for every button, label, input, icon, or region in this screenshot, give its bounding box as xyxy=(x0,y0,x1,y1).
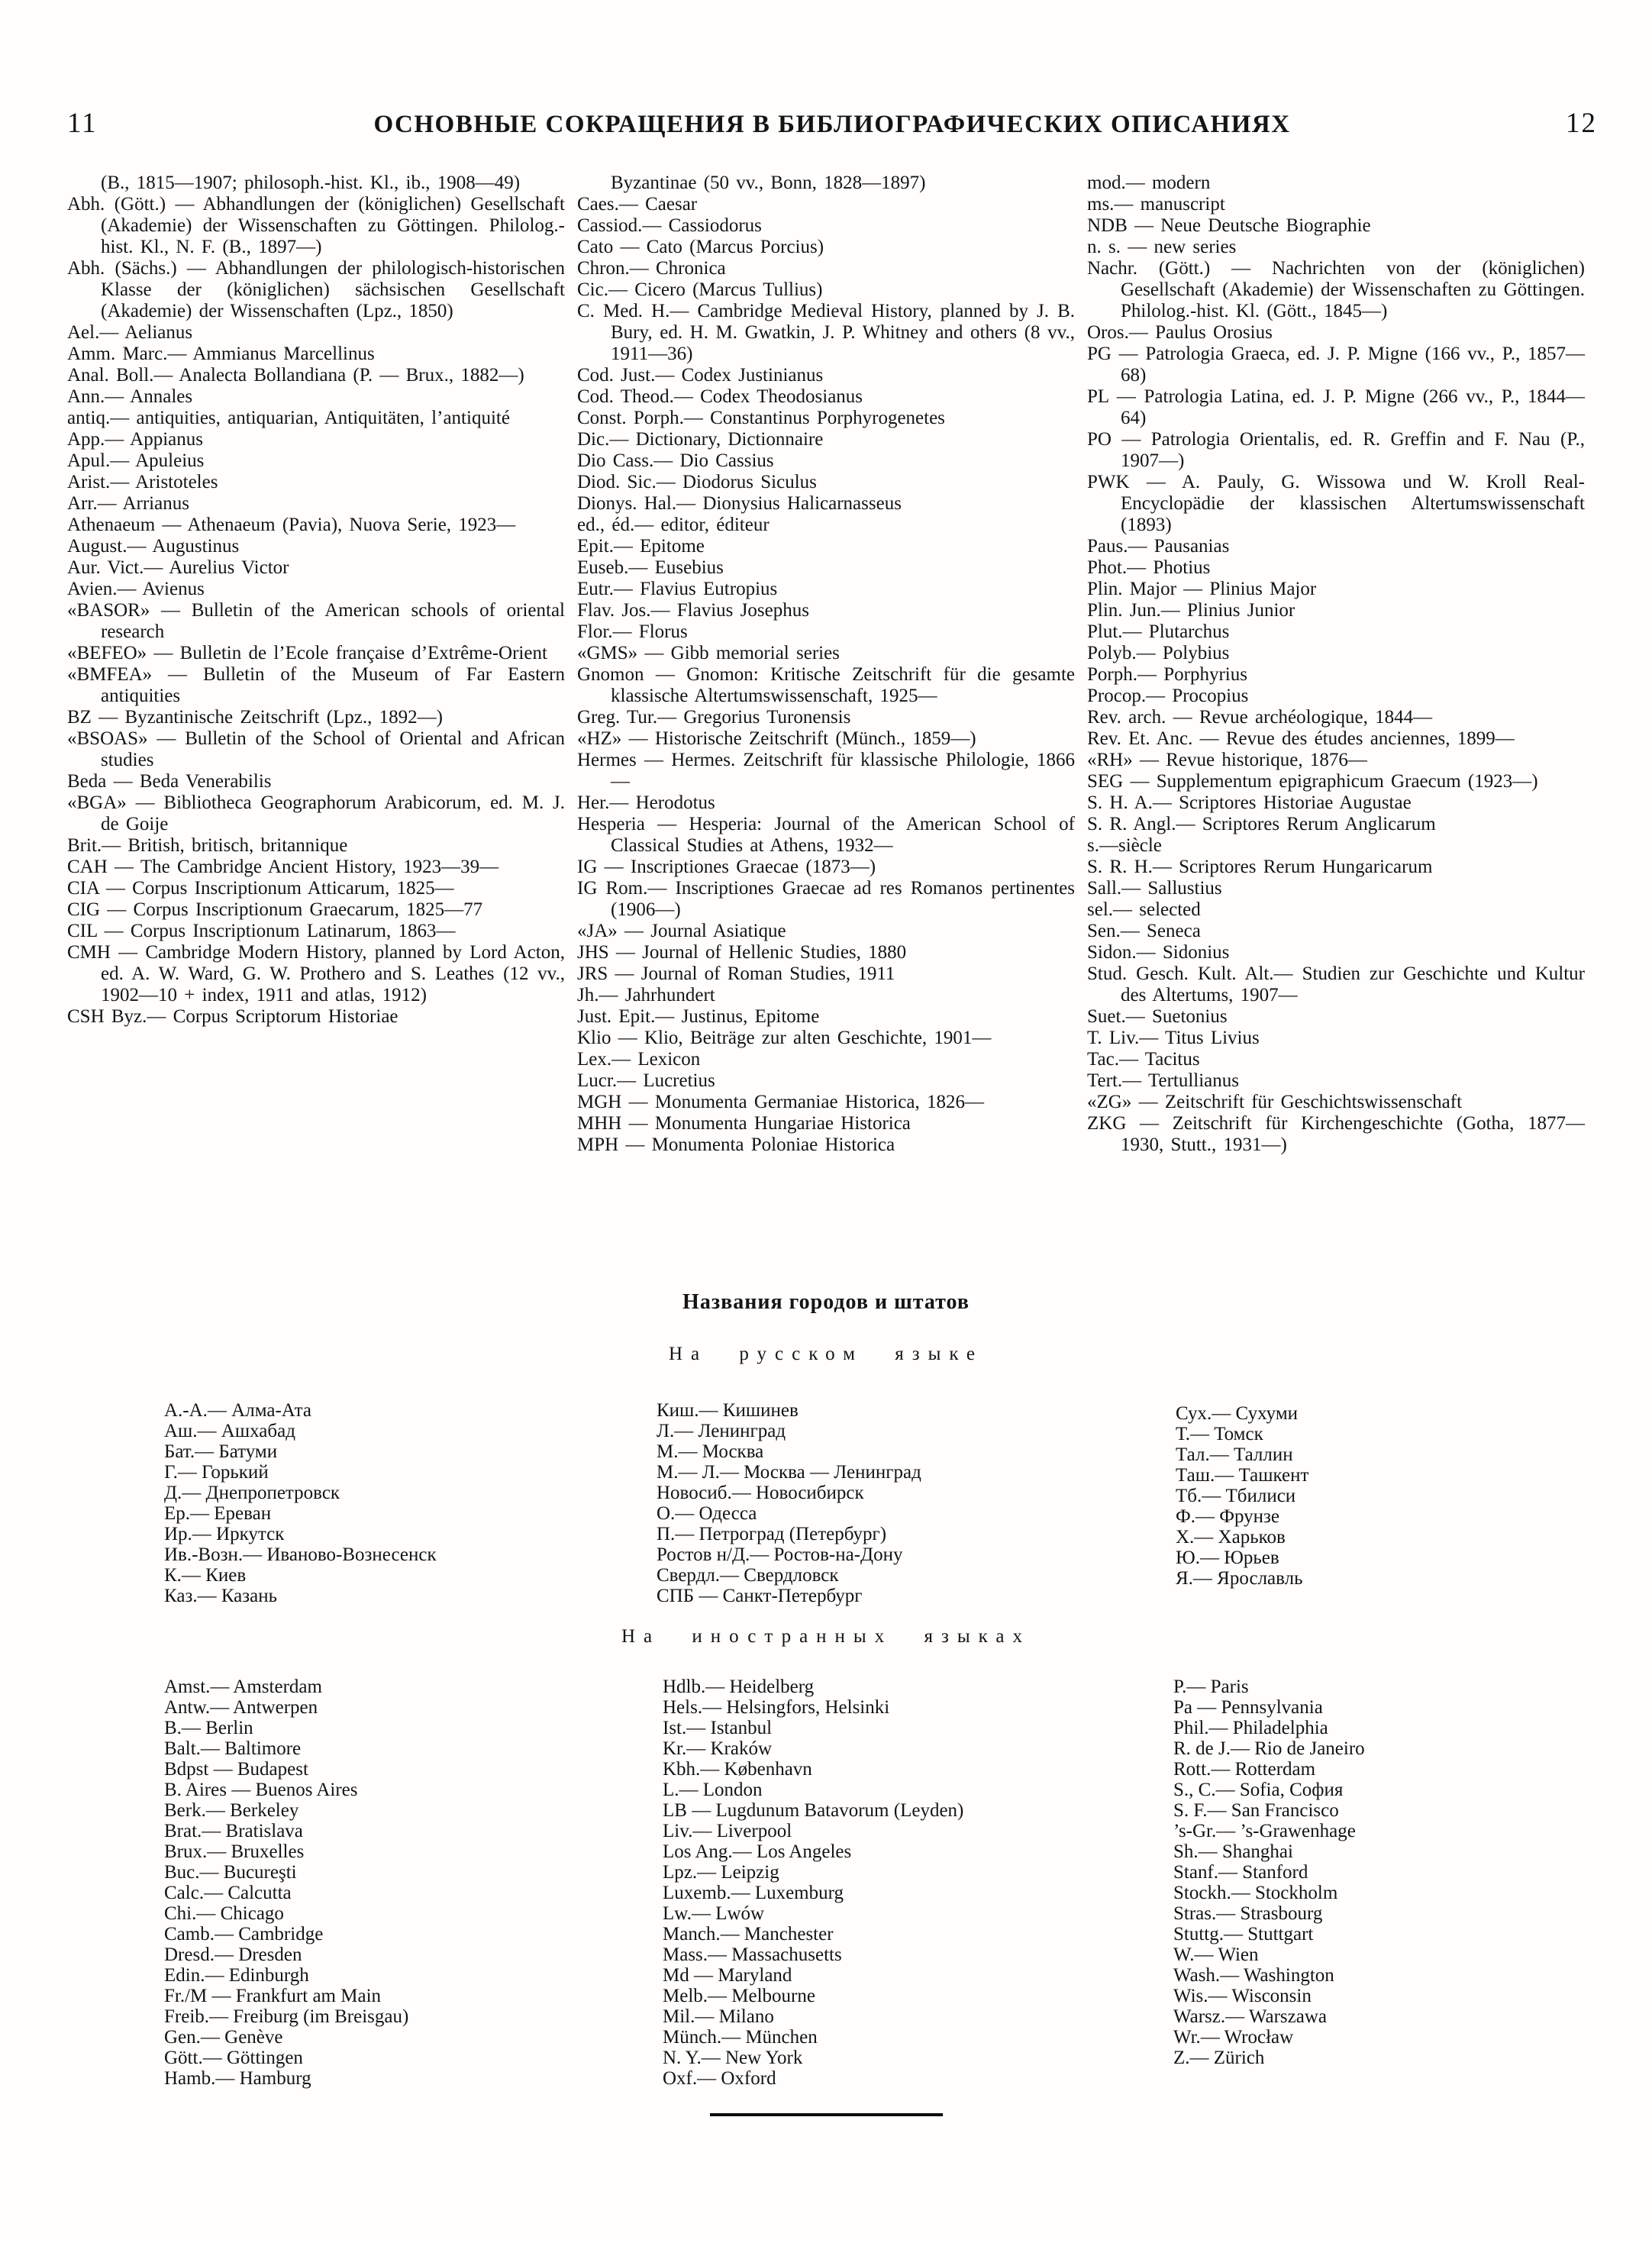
city-entry: Md — Maryland xyxy=(663,1965,792,1986)
abbreviation-entry: Epit.— Epitome xyxy=(577,536,705,557)
city-entry: Ив.-Возн.— Иваново-Вознесенск xyxy=(164,1544,437,1565)
abbreviation-entry: Athenaeum — Athenaeum (Pavia), Nuova Serie, 1923— xyxy=(67,515,516,535)
city-entry: L.— London xyxy=(663,1780,763,1800)
city-entry: Rott.— Rotterdam xyxy=(1173,1759,1316,1780)
abbreviation-entry: Dic.— Dictionary, Dictionnaire xyxy=(577,429,824,450)
city-entry: Ростов н/Д.— Ростов-на-Дону xyxy=(657,1544,903,1565)
city-entry: Тал.— Таллин xyxy=(1176,1444,1293,1465)
city-entry: Я.— Ярославль xyxy=(1176,1568,1303,1589)
russian-cities-column-1 xyxy=(164,1400,437,1606)
abbreviation-entry: CIG — Corpus Inscriptionum Graecarum, 1825—77 xyxy=(67,899,483,920)
abbreviation-entry: Ann.— Annales xyxy=(67,386,193,407)
abbreviation-entry: mod.— modern xyxy=(1087,173,1211,193)
abbreviation-entry: «BGA» — Bibliotheca Geographorum Arabicorum, ed. M. J. de Goije xyxy=(67,792,565,834)
city-entry: М.— Л.— Москва — Ленинград xyxy=(657,1462,921,1483)
abbreviation-entry: Plin. Jun.— Plinius Junior xyxy=(1087,600,1295,621)
russian-cities-column-3 xyxy=(1176,1403,1308,1589)
city-entry: Stuttg.— Stuttgart xyxy=(1173,1924,1314,1944)
abbreviation-entry: Hesperia — Hesperia: Journal of the American School of Classical Studies at Athens, 1932— xyxy=(577,814,1075,856)
page-number-right: 12 xyxy=(1566,108,1597,139)
footer-divider-rule xyxy=(710,2113,943,2116)
abbreviation-entry: Tert.— Tertullianus xyxy=(1087,1070,1239,1091)
abbreviation-entry: «BEFEO» — Bulletin de l’Ecole française d’Extrême-Orient xyxy=(67,643,547,663)
city-entry: Buc.— Bucureşti xyxy=(164,1862,297,1883)
abbreviation-entry: «JA» — Journal Asiatique xyxy=(577,921,786,941)
abbreviation-entry: SEG — Supplementum epigraphicum Graecum (1923—) xyxy=(1087,771,1538,792)
abbreviation-entry: PG — Patrologia Graeca, ed. J. P. Migne (166 vv., P., 1857—68) xyxy=(1087,344,1585,386)
city-entry: Новосиб.— Новосибирск xyxy=(657,1483,864,1503)
abbreviation-entry: Apul.— Apuleius xyxy=(67,450,205,471)
abbreviation-entry: CMH — Cambridge Modern History, planned by Lord Acton, ed. A. W. Ward, G. W. Prothero and S. Leathes (12 vv., 1902—10 + index, 1911 and atlas, 1912) xyxy=(67,942,565,1005)
abbreviation-entry: Phot.— Photius xyxy=(1087,557,1211,578)
abbreviation-entry: Flav. Jos.— Flavius Josephus xyxy=(577,600,809,621)
city-entry: Stras.— Strasbourg xyxy=(1173,1903,1323,1924)
abbreviation-entry: S. R. H.— Scriptores Rerum Hungaricarum xyxy=(1087,857,1433,877)
abbreviation-entry: Chron.— Chronica xyxy=(577,258,726,279)
abbreviation-entry: «HZ» — Historische Zeitschrift (Münch., 1859—) xyxy=(577,728,976,749)
abbreviation-entry: «BSOAS» — Bulletin of the School of Oriental and African studies xyxy=(67,728,565,770)
city-entry: LB — Lugdunum Batavorum (Leyden) xyxy=(663,1800,964,1821)
city-entry: Wis.— Wisconsin xyxy=(1173,1986,1312,2006)
abbreviation-entry: Ael.— Aelianus xyxy=(67,322,193,343)
city-entry: Berk.— Berkeley xyxy=(164,1800,299,1821)
city-entry: R. de J.— Rio de Janeiro xyxy=(1173,1738,1365,1759)
city-entry: Gött.— Göttingen xyxy=(164,2048,303,2068)
abbreviation-entry: Cato — Cato (Marcus Porcius) xyxy=(577,237,824,257)
city-entry: О.— Одесса xyxy=(657,1503,757,1524)
abbreviation-entry: Procop.— Procopius xyxy=(1087,686,1249,706)
city-entry: Ф.— Фрунзе xyxy=(1176,1506,1280,1527)
abbreviation-entry: «BMFEA» — Bulletin of the Museum of Far Eastern antiquities xyxy=(67,664,565,706)
abbreviation-entry: Sidon.— Sidonius xyxy=(1087,942,1230,963)
abbreviation-entry: MGH — Monumenta Germaniae Historica, 1826— xyxy=(577,1092,984,1112)
city-entry: Hdlb.— Heidelberg xyxy=(663,1677,815,1697)
abbreviation-entry: Sen.— Seneca xyxy=(1087,921,1201,941)
city-entry: А.-А.— Алма-Ата xyxy=(164,1400,311,1421)
abbreviation-entry: Flor.— Florus xyxy=(577,621,688,642)
city-entry: Calc.— Calcutta xyxy=(164,1883,292,1903)
abbreviation-entry: PL — Patrologia Latina, ed. J. P. Migne (266 vv., P., 1844—64) xyxy=(1087,386,1585,428)
city-entry: Ist.— Istanbul xyxy=(663,1718,773,1738)
abbreviations-column-2 xyxy=(577,173,1075,1156)
abbreviations-section xyxy=(67,173,1585,1156)
city-entry: P.— Paris xyxy=(1173,1677,1249,1697)
city-entry: Edin.— Edinburgh xyxy=(164,1965,309,1986)
city-entry: Г.— Горький xyxy=(164,1462,269,1483)
city-entry: Сух.— Сухуми xyxy=(1176,1403,1299,1424)
city-entry: Gen.— Genève xyxy=(164,2027,283,2048)
abbreviation-entry-continuation: (B., 1815—1907; philosoph.-hist. Kl., ib., 1908—49) xyxy=(101,173,521,193)
city-entry: S., C.— Sofia, София xyxy=(1173,1780,1344,1800)
abbreviation-entry: Brit.— British, britisch, britannique xyxy=(67,835,348,856)
abbreviation-entry: Arr.— Arrianus xyxy=(67,493,189,514)
city-entry: Liv.— Liverpool xyxy=(663,1821,792,1841)
city-entry: Brat.— Bratislava xyxy=(164,1821,303,1841)
city-entry: Oxf.— Oxford xyxy=(663,2068,776,2089)
city-entry: М.— Москва xyxy=(657,1441,764,1462)
abbreviation-entry: Lucr.— Lucretius xyxy=(577,1070,715,1091)
city-entry: Свердл.— Свердловск xyxy=(657,1565,839,1586)
city-entry: Camb.— Cambridge xyxy=(164,1924,324,1944)
abbreviation-entry: Abh. (Gött.) — Abhandlungen der (königlichen) Gesellschaft (Akademie) der Wissenschaften zu Göttingen. Philolog.-hist. Kl., N. F. (B., 1897—) xyxy=(67,194,565,257)
russian-language-subheading: На русском языке xyxy=(668,1344,984,1364)
city-entry: Wr.— Wrocław xyxy=(1173,2027,1294,2048)
city-entry: S. F.— San Francisco xyxy=(1173,1800,1339,1821)
city-entry: Los Ang.— Los Angeles xyxy=(663,1841,852,1862)
abbreviation-entry: CSH Byz.— Corpus Scriptorum Historiae xyxy=(67,1006,398,1027)
city-entry: B. Aires — Buenos Aires xyxy=(164,1780,358,1800)
russian-cities-column-2 xyxy=(657,1400,921,1606)
city-entry: Manch.— Manchester xyxy=(663,1924,834,1944)
abbreviation-entry: MPH — Monumenta Poloniae Historica xyxy=(577,1134,895,1155)
foreign-cities-column-3 xyxy=(1173,1677,1365,2068)
abbreviation-entry: Rev. Et. Anc. — Revue des études anciennes, 1899— xyxy=(1087,728,1515,749)
city-entry: Stanf.— Stanford xyxy=(1173,1862,1308,1883)
abbreviation-entry: MHH — Monumenta Hungariae Historica xyxy=(577,1113,911,1134)
city-entry: N. Y.— New York xyxy=(663,2048,803,2068)
page-number-left: 11 xyxy=(67,108,98,139)
abbreviation-entry: C. Med. H.— Cambridge Medieval History, planned by J. B. Bury, ed. H. M. Gwatkin, J. P. Whitney and others (8 vv., 1911—36) xyxy=(577,301,1075,364)
abbreviation-entry: Rev. arch. — Revue archéologique, 1844— xyxy=(1087,707,1433,728)
abbreviation-entry: T. Liv.— Titus Livius xyxy=(1087,1028,1260,1048)
abbreviation-entry: Avien.— Avienus xyxy=(67,579,205,599)
abbreviation-entry: PO — Patrologia Orientalis, ed. R. Greffin and F. Nau (P., 1907—) xyxy=(1087,429,1585,471)
abbreviation-entry: Dionys. Hal.— Dionysius Halicarnasseus xyxy=(577,493,902,514)
abbreviation-entry: Arist.— Aristoteles xyxy=(67,472,218,492)
city-entry: Kr.— Kraków xyxy=(663,1738,773,1759)
abbreviation-entry: Hermes — Hermes. Zeitschrift für klassische Philologie, 1866— xyxy=(577,750,1075,792)
city-entry: Mil.— Milano xyxy=(663,2006,774,2027)
city-entry: Lw.— Lwów xyxy=(663,1903,765,1924)
city-entry: Ир.— Иркутск xyxy=(164,1524,285,1544)
abbreviation-entry: Porph.— Porphyrius xyxy=(1087,664,1247,685)
abbreviation-entry: PWK — A. Pauly, G. Wissowa und W. Kroll Real-Encyclopädie der klassischen Altertumswissenschaft (1893) xyxy=(1087,472,1585,535)
abbreviation-entry: Greg. Tur.— Gregorius Turonensis xyxy=(577,707,851,728)
city-entry: Stockh.— Stockholm xyxy=(1173,1883,1338,1903)
city-entry: B.— Berlin xyxy=(164,1718,253,1738)
city-entry: ’s-Gr.— ’s-Grawenhage xyxy=(1173,1821,1356,1841)
abbreviation-entry: Amm. Marc.— Ammianus Marcellinus xyxy=(67,344,375,364)
abbreviation-entry: Cic.— Cicero (Marcus Tullius) xyxy=(577,279,823,300)
abbreviation-entry: Abh. (Sächs.) — Abhandlungen der philologisch-historischen Klasse der (königlichen) sächsischen Gesellschaft (Akademie) der Wissenschaften (Lpz., 1850) xyxy=(67,258,565,321)
city-entry: Phil.— Philadelphia xyxy=(1173,1718,1328,1738)
city-entry: Brux.— Bruxelles xyxy=(164,1841,305,1862)
city-entry: Бат.— Батуми xyxy=(164,1441,278,1462)
abbreviation-entry: Dio Cass.— Dio Cassius xyxy=(577,450,774,471)
city-entry: Kbh.— København xyxy=(663,1759,812,1780)
abbreviation-entry: IG — Inscriptiones Graecae (1873—) xyxy=(577,857,876,877)
abbreviation-entry: Plut.— Plutarchus xyxy=(1087,621,1230,642)
abbreviation-entry: JRS — Journal of Roman Studies, 1911 xyxy=(577,963,895,984)
abbreviation-entry: Lex.— Lexicon xyxy=(577,1049,701,1070)
abbreviation-entry: «RH» — Revue historique, 1876— xyxy=(1087,750,1367,770)
page-title: ОСНОВНЫЕ СОКРАЩЕНИЯ В БИБЛИОГРАФИЧЕСКИХ ОПИСАНИЯХ xyxy=(373,111,1291,138)
abbreviation-entry: CIL — Corpus Inscriptionum Latinarum, 1863— xyxy=(67,921,456,941)
abbreviations-column-1 xyxy=(67,173,565,1156)
city-entry: Chi.— Chicago xyxy=(164,1903,284,1924)
city-entry: Balt.— Baltimore xyxy=(164,1738,302,1759)
abbreviation-entry: CIA — Corpus Inscriptionum Atticarum, 1825— xyxy=(67,878,454,899)
city-entry: Mass.— Massachusetts xyxy=(663,1944,842,1965)
city-entry: Тб.— Тбилиси xyxy=(1176,1486,1296,1506)
abbreviation-entry: Just. Epit.— Justinus, Epitome xyxy=(577,1006,820,1027)
abbreviation-entry: n. s. — new series xyxy=(1087,237,1237,257)
city-entry: СПБ — Санкт-Петербург xyxy=(657,1586,863,1606)
city-entry: Wash.— Washington xyxy=(1173,1965,1334,1986)
abbreviation-entry: ZKG — Zeitschrift für Kirchengeschichte (Gotha, 1877—1930, Stutt., 1931—) xyxy=(1087,1113,1585,1155)
abbreviation-entry: App.— Appianus xyxy=(67,429,203,450)
city-entry: Pa — Pennsylvania xyxy=(1173,1697,1323,1718)
abbreviation-entry: Gnomon — Gnomon: Kritische Zeitschrift für die gesamte klassische Altertumswissenschaft, 1925— xyxy=(577,664,1075,706)
abbreviation-entry: Her.— Herodotus xyxy=(577,792,715,813)
city-entry: Luxemb.— Luxemburg xyxy=(663,1883,844,1903)
city-entry: Melb.— Melbourne xyxy=(663,1986,815,2006)
abbreviation-entry: Polyb.— Polybius xyxy=(1087,643,1230,663)
abbreviation-entry: Const. Porph.— Constantinus Porphyrogenetes xyxy=(577,408,945,428)
abbreviation-entry: Oros.— Paulus Orosius xyxy=(1087,322,1273,343)
city-entry: Dresd.— Dresden xyxy=(164,1944,302,1965)
city-entry: Hamb.— Hamburg xyxy=(164,2068,311,2089)
abbreviations-list-2 xyxy=(577,194,1075,1156)
abbreviations-column-3 xyxy=(1087,173,1585,1156)
abbreviation-entry: Paus.— Pausanias xyxy=(1087,536,1230,557)
city-entry: Т.— Томск xyxy=(1176,1424,1263,1444)
abbreviation-entry: Cod. Just.— Codex Justinianus xyxy=(577,365,824,386)
abbreviation-entry: ed., éd.— editor, éditeur xyxy=(577,515,770,535)
abbreviation-entry: JHS — Journal of Hellenic Studies, 1880 xyxy=(577,942,907,963)
abbreviations-list-3 xyxy=(1087,173,1585,1156)
abbreviation-entry: Plin. Major — Plinius Major xyxy=(1087,579,1317,599)
abbreviation-entry: Stud. Gesch. Kult. Alt.— Studien zur Geschichte und Kultur des Altertums, 1907— xyxy=(1087,963,1585,1005)
city-entry: W.— Wien xyxy=(1173,1944,1259,1965)
foreign-cities-column-1 xyxy=(164,1677,408,2089)
abbreviation-entry: «GMS» — Gibb memorial series xyxy=(577,643,840,663)
city-entry: Ю.— Юрьев xyxy=(1176,1548,1279,1568)
city-entry: Каз.— Казань xyxy=(164,1586,278,1606)
city-entry: К.— Киев xyxy=(164,1565,247,1586)
city-entry: Lpz.— Leipzig xyxy=(663,1862,779,1883)
city-entry: Z.— Zürich xyxy=(1173,2048,1265,2068)
abbreviation-entry: sel.— selected xyxy=(1087,899,1201,920)
abbreviation-entry: antiq.— antiquities, antiquarian, Antiquitäten, l’antiquité xyxy=(67,408,510,428)
abbreviation-entry: ms.— manuscript xyxy=(1087,194,1225,215)
cities-section-heading: Названия городов и штатов xyxy=(682,1290,970,1314)
city-entry: Amst.— Amsterdam xyxy=(164,1677,322,1697)
abbreviation-entry: Diod. Sic.— Diodorus Siculus xyxy=(577,472,817,492)
city-entry: Таш.— Ташкент xyxy=(1176,1465,1309,1486)
city-entry: Warsz.— Warszawa xyxy=(1173,2006,1327,2027)
city-entry: Bdpst — Budapest xyxy=(164,1759,308,1780)
page-header xyxy=(67,107,1597,140)
city-entry: Х.— Харьков xyxy=(1176,1527,1286,1548)
abbreviation-entry: Klio — Klio, Beiträge zur alten Geschichte, 1901— xyxy=(577,1028,992,1048)
abbreviation-entry: Euseb.— Eusebius xyxy=(577,557,724,578)
abbreviation-entry: Suet.— Suetonius xyxy=(1087,1006,1228,1027)
abbreviations-list-1 xyxy=(67,194,565,1028)
abbreviation-entry: Eutr.— Flavius Eutropius xyxy=(577,579,778,599)
foreign-cities-column-2 xyxy=(663,1677,963,2089)
abbreviation-entry: NDB — Neue Deutsche Biographie xyxy=(1087,215,1371,236)
city-entry: Sh.— Shanghai xyxy=(1173,1841,1293,1862)
abbreviation-entry: Jh.— Jahrhundert xyxy=(577,985,715,1005)
abbreviation-entry: August.— Augustinus xyxy=(67,536,240,557)
city-entry: Münch.— München xyxy=(663,2027,818,2048)
abbreviation-entry: Sall.— Sallustius xyxy=(1087,878,1222,899)
abbreviation-entry: s.—siècle xyxy=(1087,835,1162,856)
abbreviation-entry: Caes.— Caesar xyxy=(577,194,698,215)
abbreviation-entry-continuation: Byzantinae (50 vv., Bonn, 1828—1897) xyxy=(611,173,926,193)
abbreviation-entry: Cod. Theod.— Codex Theodosianus xyxy=(577,386,863,407)
abbreviation-entry: BZ — Byzantinische Zeitschrift (Lpz., 1892—) xyxy=(67,707,443,728)
city-entry: Ер.— Ереван xyxy=(164,1503,272,1524)
abbreviation-entry: Beda — Beda Venerabilis xyxy=(67,771,272,792)
city-entry: Hels.— Helsingfors, Helsinki xyxy=(663,1697,890,1718)
abbreviation-entry: Cassiod.— Cassiodorus xyxy=(577,215,762,236)
abbreviation-entry: Tac.— Tacitus xyxy=(1087,1049,1200,1070)
abbreviation-entry: Nachr. (Gött.) — Nachrichten von der (königlichen) Gesellschaft (Akademie) der Wissenschaften zu Göttingen. Philolog.-hist. Kl. (Gött., 1845—) xyxy=(1087,258,1585,321)
abbreviation-entry: S. R. Angl.— Scriptores Rerum Anglicarum xyxy=(1087,814,1436,834)
city-entry: П.— Петроград (Петербург) xyxy=(657,1524,887,1544)
abbreviation-entry: Aur. Vict.— Aurelius Victor xyxy=(67,557,289,578)
city-entry: Д.— Днепропетровск xyxy=(164,1483,340,1503)
foreign-languages-subheading: На иностранных языках xyxy=(621,1626,1031,1647)
city-entry: Freib.— Freiburg (im Breisgau) xyxy=(164,2006,409,2027)
city-entry: Fr./M — Frankfurt am Main xyxy=(164,1986,382,2006)
abbreviation-entry: Anal. Boll.— Analecta Bollandiana (P. — Brux., 1882—) xyxy=(67,365,524,386)
city-entry: Л.— Ленинград xyxy=(657,1421,786,1441)
abbreviation-entry: S. H. A.— Scriptores Historiae Augustae xyxy=(1087,792,1412,813)
abbreviation-entry: «BASOR» — Bulletin of the American schools of oriental research xyxy=(67,600,565,642)
city-entry: Киш.— Кишинев xyxy=(657,1400,799,1421)
abbreviation-entry: IG Rom.— Inscriptiones Graecae ad res Romanos pertinentes (1906—) xyxy=(577,878,1075,920)
city-entry: Antw.— Antwerpen xyxy=(164,1697,318,1718)
abbreviation-entry: CAH — The Cambridge Ancient History, 1923—39— xyxy=(67,857,499,877)
abbreviation-entry: «ZG» — Zeitschrift für Geschichtswissenschaft xyxy=(1087,1092,1463,1112)
city-entry: Аш.— Ашхабад xyxy=(164,1421,295,1441)
